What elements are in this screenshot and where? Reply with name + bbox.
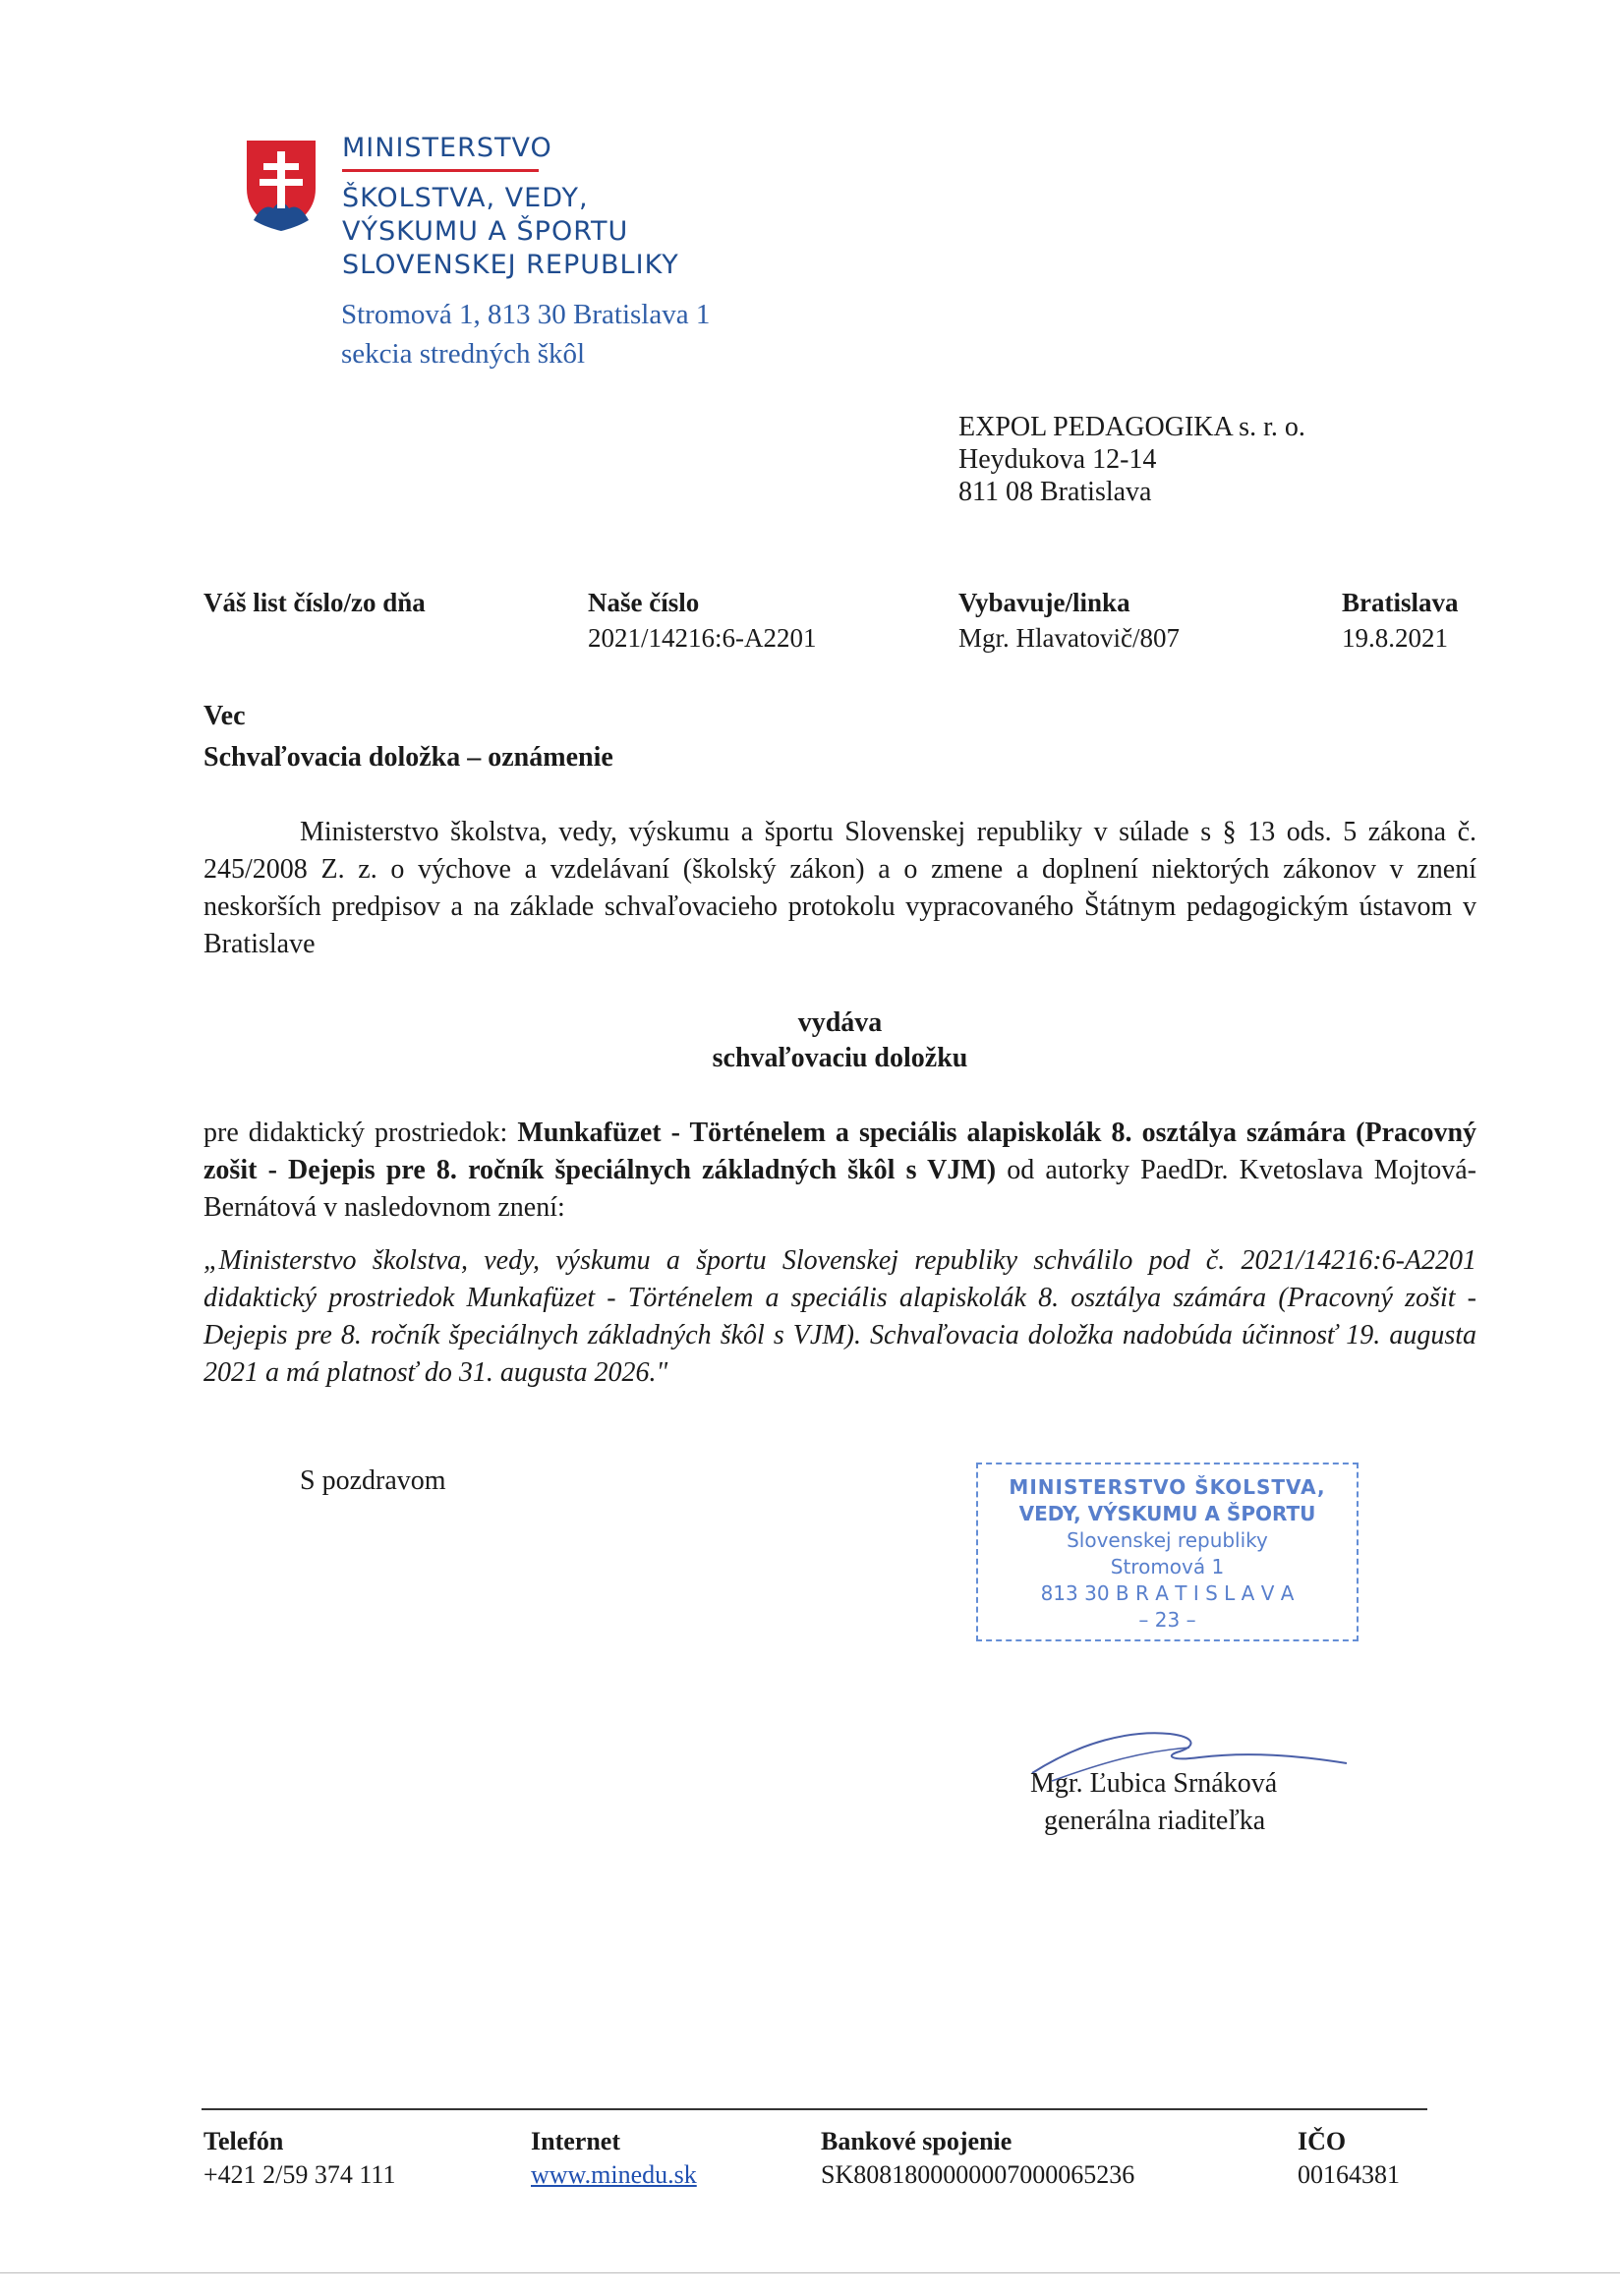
recipient-street: Heydukova 12-14 bbox=[958, 444, 1157, 475]
ministry-name-line4: SLOVENSKEJ REPUBLIKY bbox=[342, 250, 679, 280]
subject-label: Vec bbox=[203, 701, 246, 731]
ministry-name bbox=[342, 132, 679, 282]
ministry-address-line2: sekcia stredných škôl bbox=[341, 338, 586, 370]
handled-by-value: Mgr. Hlavatovič/807 bbox=[958, 623, 1180, 653]
recipient-name: EXPOL PEDAGOGIKA s. r. o. bbox=[958, 412, 1305, 442]
subject-title: Schvaľovacia doložka – oznámenie bbox=[203, 742, 613, 773]
date-value: 19.8.2021 bbox=[1342, 623, 1448, 653]
closing-greeting: S pozdravom bbox=[300, 1465, 446, 1496]
footer-website-link[interactable]: www.minedu.sk bbox=[531, 2160, 697, 2189]
ministry-name-line3: VÝSKUMU A ŠPORTU bbox=[342, 216, 629, 247]
purpose-prefix: pre didaktický prostriedok: bbox=[203, 1118, 508, 1148]
ministry-title-rule bbox=[342, 169, 539, 172]
stamp-line1: MINISTERSTVO ŠKOLSTVA, bbox=[1009, 1475, 1326, 1499]
ministry-address bbox=[341, 295, 710, 373]
footer-bank-value: SK8081800000007000065236 bbox=[821, 2160, 1135, 2189]
stamp-line2: VEDY, VÝSKUMU A ŠPORTU bbox=[1018, 1502, 1316, 1525]
ministry-name-line1: MINISTERSTVO bbox=[342, 133, 552, 163]
purpose-author: od autorky PaedDr. Kvetoslava Mojtová-Bernátová v nasledovnom znení: bbox=[203, 1155, 1476, 1223]
footer-ico-value: 00164381 bbox=[1298, 2160, 1400, 2189]
official-stamp bbox=[976, 1463, 1359, 1641]
issues-line2: schvaľovaciu doložku bbox=[712, 1043, 968, 1073]
your-letter-label: Váš list číslo/zo dňa bbox=[203, 588, 426, 617]
footer-internet-label: Internet bbox=[531, 2127, 620, 2155]
stamp-line3: Slovenskej republiky bbox=[1067, 1528, 1268, 1552]
approval-quote: „Ministerstvo školstva, vedy, výskumu a športu Slovenskej republiky schválilo pod č. 2021/14216:6-A2201 didaktický prostriedok Munkafüzet - Történelem a speciális alapiskolák 8. osztálya számára (Pracovný zošit - Dejepis pre 8. ročník špeciálnych základných škôl s VJM). Schvaľovacia doložka nadobúda účinnosť 19. augusta 2021 a má platnosť do 31. augusta 2026." bbox=[203, 1245, 1476, 1388]
footer-bank-label: Bankové spojenie bbox=[821, 2127, 1012, 2155]
page-bottom-edge bbox=[0, 2272, 1620, 2273]
footer-phone-label: Telefón bbox=[203, 2127, 284, 2155]
place-label: Bratislava bbox=[1342, 588, 1459, 617]
footer-phone-value: +421 2/59 374 111 bbox=[203, 2160, 396, 2189]
issues-line1: vydáva bbox=[797, 1007, 883, 1038]
footer-divider bbox=[202, 2108, 1427, 2110]
stamp-line6: – 23 – bbox=[1138, 1608, 1196, 1632]
purpose-paragraph bbox=[203, 1115, 1476, 1227]
our-number-value: 2021/14216:6-A2201 bbox=[588, 623, 817, 653]
footer-ico-label: IČO bbox=[1298, 2127, 1347, 2155]
purpose-title: Munkafüzet - Történelem a speciális alapiskolák 8. osztálya számára (Pracovný zošit - Dejepis pre 8. ročník špeciálnych základných škôl s VJM) bbox=[203, 1118, 1477, 1185]
ministry-name-line2: ŠKOLSTVA, VEDY, bbox=[342, 183, 589, 213]
signatory-title: generálna riaditeľka bbox=[1044, 1806, 1266, 1836]
signatory-name: Mgr. Ľubica Srnáková bbox=[1030, 1768, 1278, 1799]
handled-by-label: Vybavuje/linka bbox=[958, 588, 1130, 617]
slovak-coat-of-arms-icon bbox=[244, 138, 318, 232]
recipient-address bbox=[958, 411, 1305, 508]
our-number-label: Naše číslo bbox=[588, 588, 700, 617]
stamp-line5: 813 30 B R A T I S L A V A bbox=[1040, 1581, 1295, 1605]
intro-paragraph: Ministerstvo školstva, vedy, výskumu a športu Slovenskej republiky v súlade s § 13 ods. 5 zákona č. 245/2008 Z. z. o výchove a vzdelávaní (školský zákon) a o zmene a doplnení niektorých zákonov v znení neskorších predpisov a na základe schvaľovacieho protokolu vypracovaného Štátnym pedagogickým ústavom v Bratislave bbox=[203, 817, 1476, 959]
recipient-city: 811 08 Bratislava bbox=[958, 477, 1152, 507]
ministry-address-line1: Stromová 1, 813 30 Bratislava 1 bbox=[341, 299, 711, 330]
stamp-line4: Stromová 1 bbox=[1110, 1555, 1225, 1578]
